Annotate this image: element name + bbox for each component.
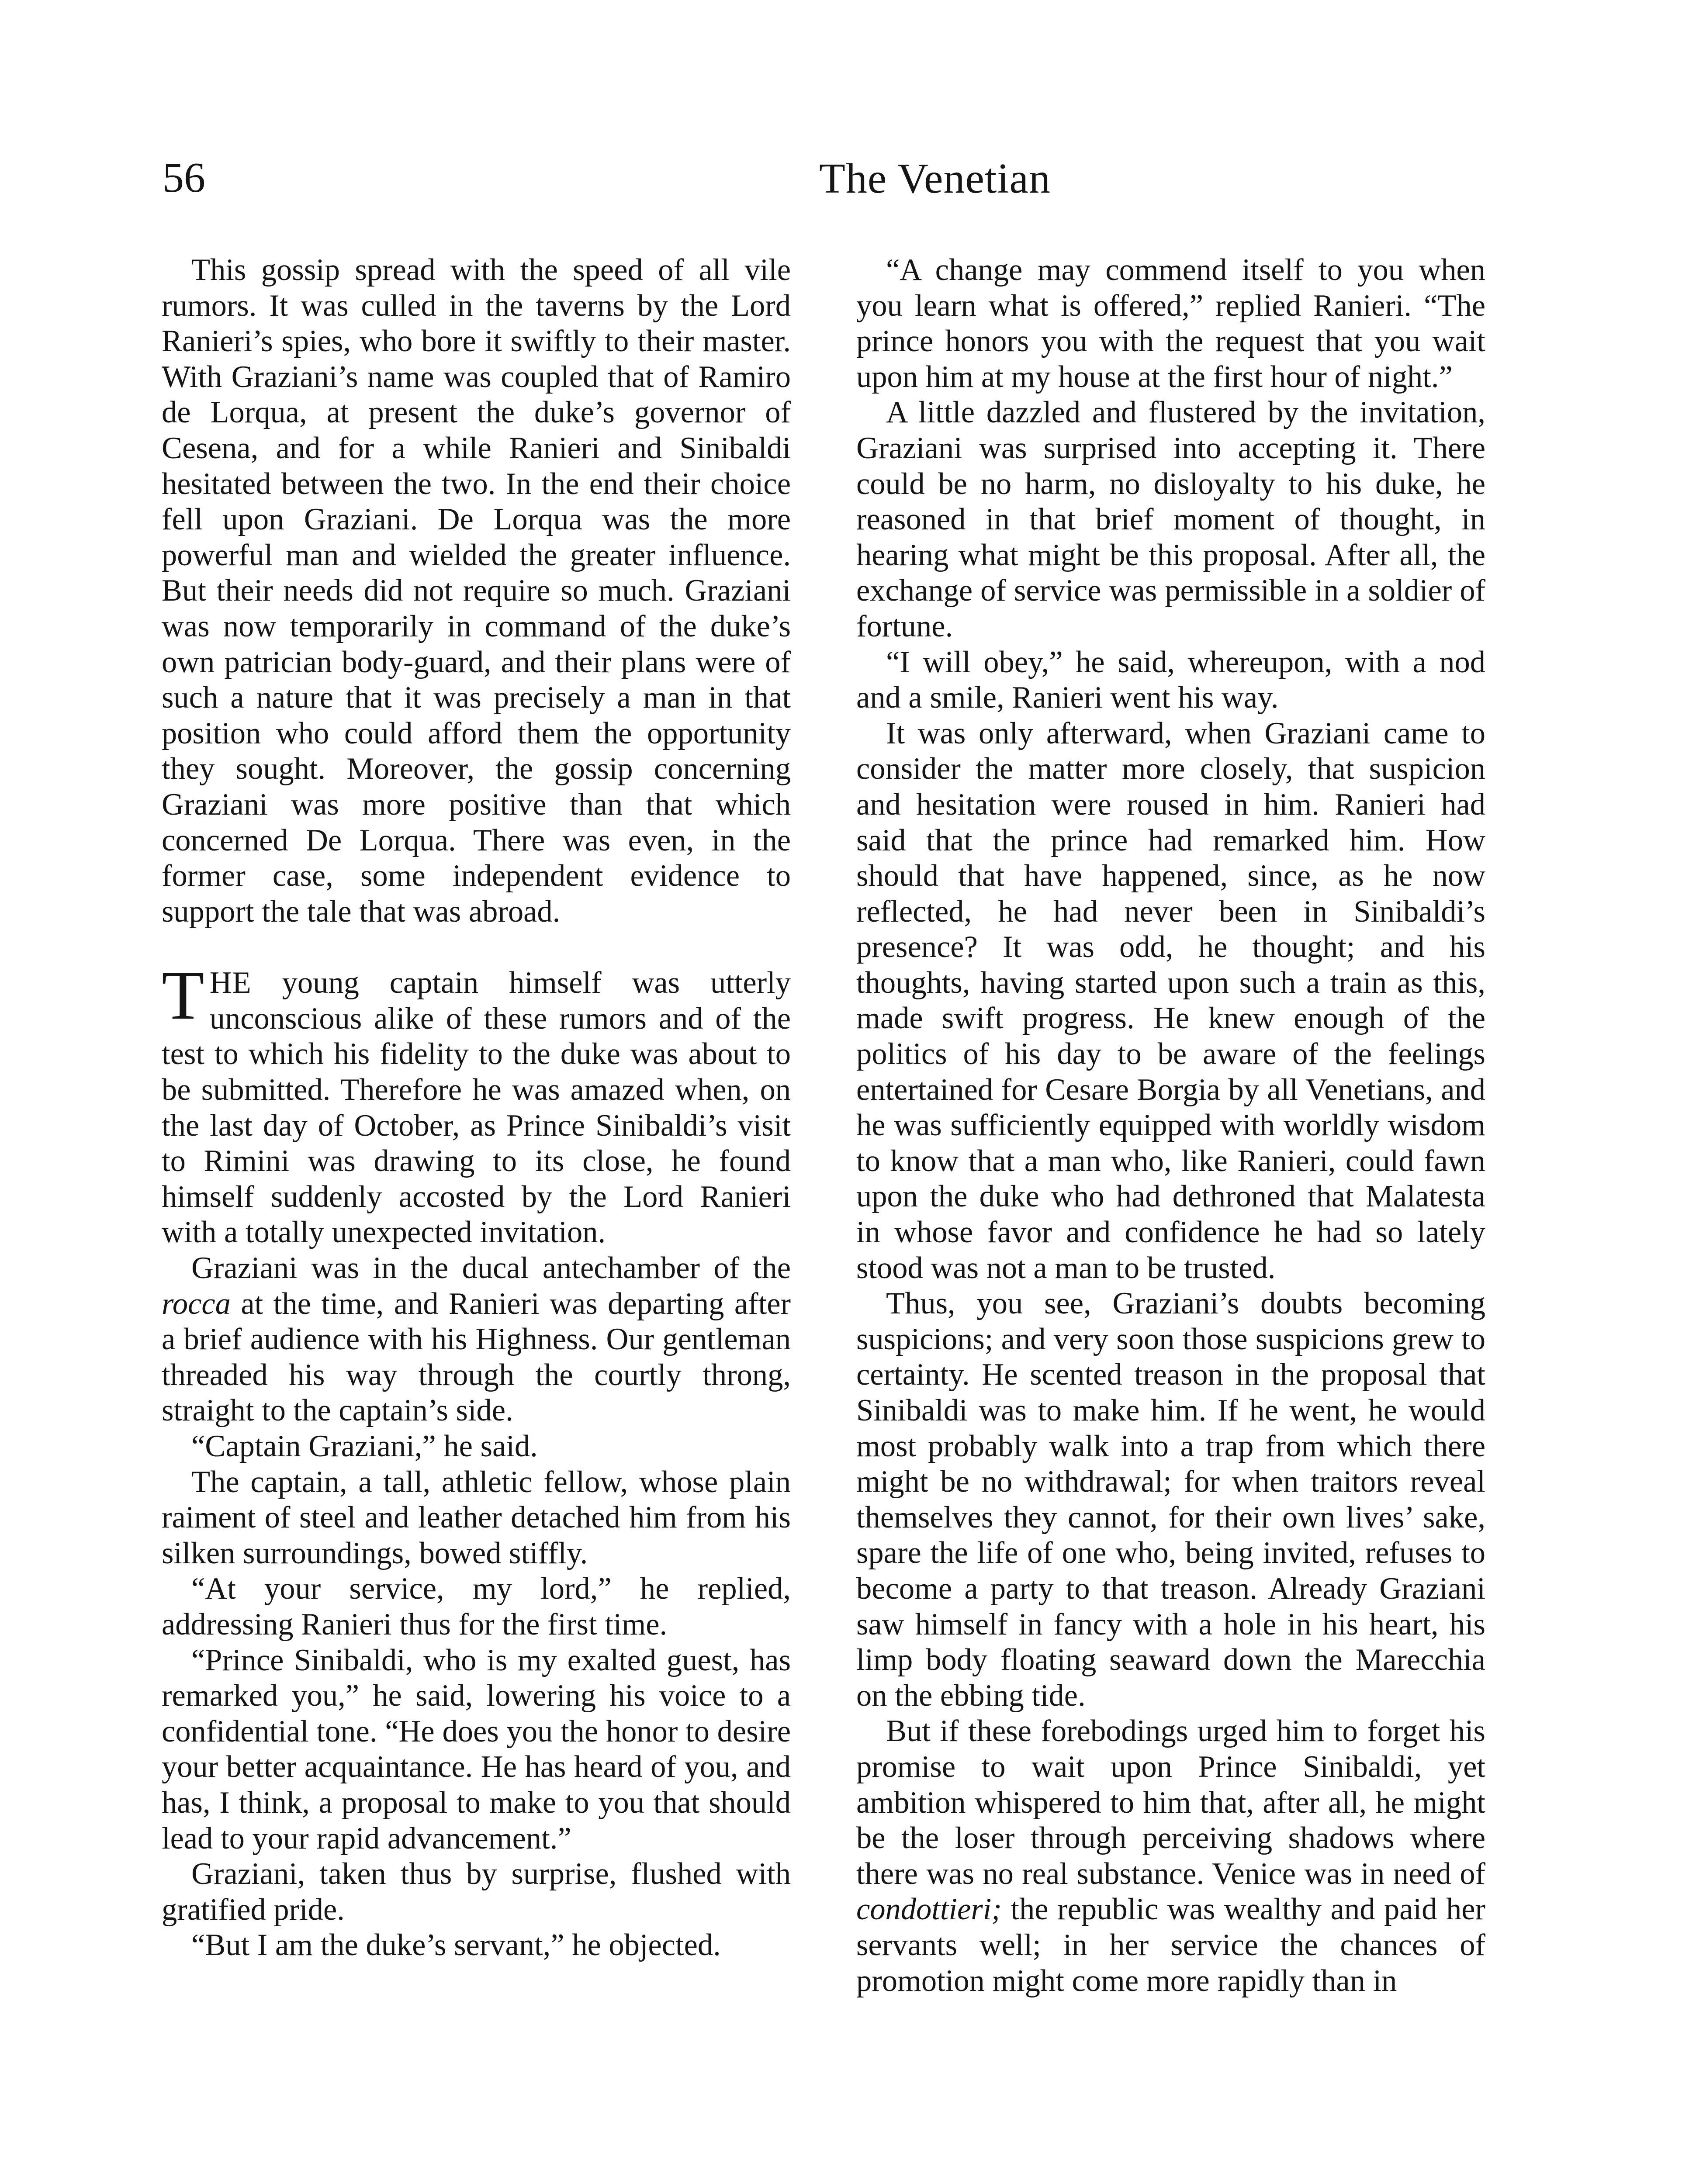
paragraph [856, 1714, 1485, 1999]
paragraph: “At your service, my lord,” he replied, addressing Ranieri thus for the first time. [162, 1572, 791, 1641]
paragraph: A little dazzled and flustered by the invitation, Graziani was surprised into accepting it. There could be no harm, no disloyalty to his duke, he reasoned in that brief moment of thought, in hearing what might be this proposal. After all, the exchange of service was permissible in a soldier of fortune. [856, 395, 1485, 643]
paragraph: “I will obey,” he said, whereupon, with a nod and a smile, Ranieri went his way. [856, 645, 1485, 715]
paragraph: This gossip spread with the speed of all vile rumors. It was culled in the taverns by the Lord Ranieri’s spies, who bore it swiftly to their master. With Graziani’s name was coupled that of Ramiro de Lorqua, at present the duke’s governor of Cesena, and for a while Ranieri and Sinibaldi hesitated between the two. In the end their choice fell upon Graziani. De Lorqua was the more powerful man and wielded the greater influence. But their needs did not require so much. Graziani was now temporarily in command of the duke’s own patrician body-guard, and their plans were of such a nature that it was precisely a man in that position who could afford them the opportunity they sought. Moreover, the gossip concerning Graziani was more positive than that which concerned De Lorqua. There was even, in the former case, some independent evidence to support the tale that was abroad. [162, 253, 791, 929]
paragraph-text: at the time, and Ranieri was departing after a brief audience with his Highness. Our gentleman threaded his way through the courtly throng, straight to the captain’s side. [162, 1286, 791, 1428]
paragraph: Thus, you see, Graziani’s doubts becoming suspicions; and very soon those suspicions grew to certainty. He scented treason in the proposal that Sinibaldi was to make him. If he went, he would most probably walk into a trap from which there might be no withdrawal; for when traitors reveal themselves they cannot, for their own lives’ sake, spare the life of one who, being invited, refuses to become a party to that treason. Already Graziani saw himself in fancy with a hole in his heart, his limp body floating seaward down the Marecchia on the ebbing tide. [856, 1286, 1485, 1713]
paragraph: “But I am the duke’s servant,” he objected. [191, 1928, 721, 1963]
left-column [162, 252, 791, 1963]
paragraph-lead: HE [209, 966, 252, 1000]
paragraph: Graziani, taken thus by surprise, flushed with gratified pride. [162, 1857, 791, 1927]
page-number: 56 [163, 154, 205, 201]
drop-cap: T [162, 956, 204, 1034]
paragraph: “Captain Graziani,” he said. [191, 1429, 538, 1463]
paragraph: “A change may commend itself to you when you learn what is offered,” replied Ranieri. “The prince honors you with the request that you wait upon him at my house at the first hour of night.” [856, 253, 1485, 394]
paragraph-text: young captain himself was utterly unconscious alike of these rumors and of the test to which his fidelity to the duke was about to be submitted. Therefore he was amazed when, on the last day of October, as Prince Sinibaldi’s visit to Rimini was drawing to its close, he found himself suddenly accosted by the Lord Ranieri with a totally unexpected invitation. [162, 966, 791, 1250]
paragraph-text: Graziani was in the ducal antechamber of the [191, 1251, 791, 1286]
paragraph: It was only afterward, when Graziani came to consider the matter more closely, that suspicion and hesitation were roused in him. Ranieri had said that the prince had remarked him. How should that have happened, since, as he now reflected, he had never been in Sinibaldi’s presence? It was odd, he thought; and his thoughts, having started upon such a train as this, made swift progress. He knew enough of the politics of his day to be aware of the feelings entertained for Cesare Borgia by all Venetians, and he was sufficiently equipped with worldly wisdom to know that a man who, like Ranieri, could fawn upon the duke who had dethroned that Malatesta in whose favor and confidence he had so lately stood was not a man to be trusted. [856, 716, 1485, 1285]
right-column [856, 252, 1485, 1999]
paragraph-text: But if these forebodings urged him to forget his promise to wait upon Prince Sinibaldi, yet ambition whispered to him that, after all, he might be the loser through perceiving shadows where there was no real substance. Venice was in need of [856, 1714, 1485, 1891]
italic-text: rocca [162, 1286, 231, 1321]
italic-text: condottieri; [856, 1892, 1002, 1927]
paragraph: “Prince Sinibaldi, who is my exalted guest, has remarked you,” he said, lowering his voice to a confidential tone. “He does you the honor to desire your better acquaintance. He has heard of you, and has, I think, a proposal to make to you that should lead to your rapid advancement.” [162, 1643, 791, 1856]
paragraph: The captain, a tall, athletic fellow, whose plain raiment of steel and leather detached him from his silken surroundings, bowed stiffly. [162, 1465, 791, 1570]
paragraph [162, 956, 791, 1251]
paragraph-text: the republic was wealthy and paid her servants well; in her service the chances of promotion might come more rapidly than in [856, 1892, 1485, 1998]
paragraph [162, 1251, 791, 1429]
running-head: The Venetian [819, 155, 1051, 202]
